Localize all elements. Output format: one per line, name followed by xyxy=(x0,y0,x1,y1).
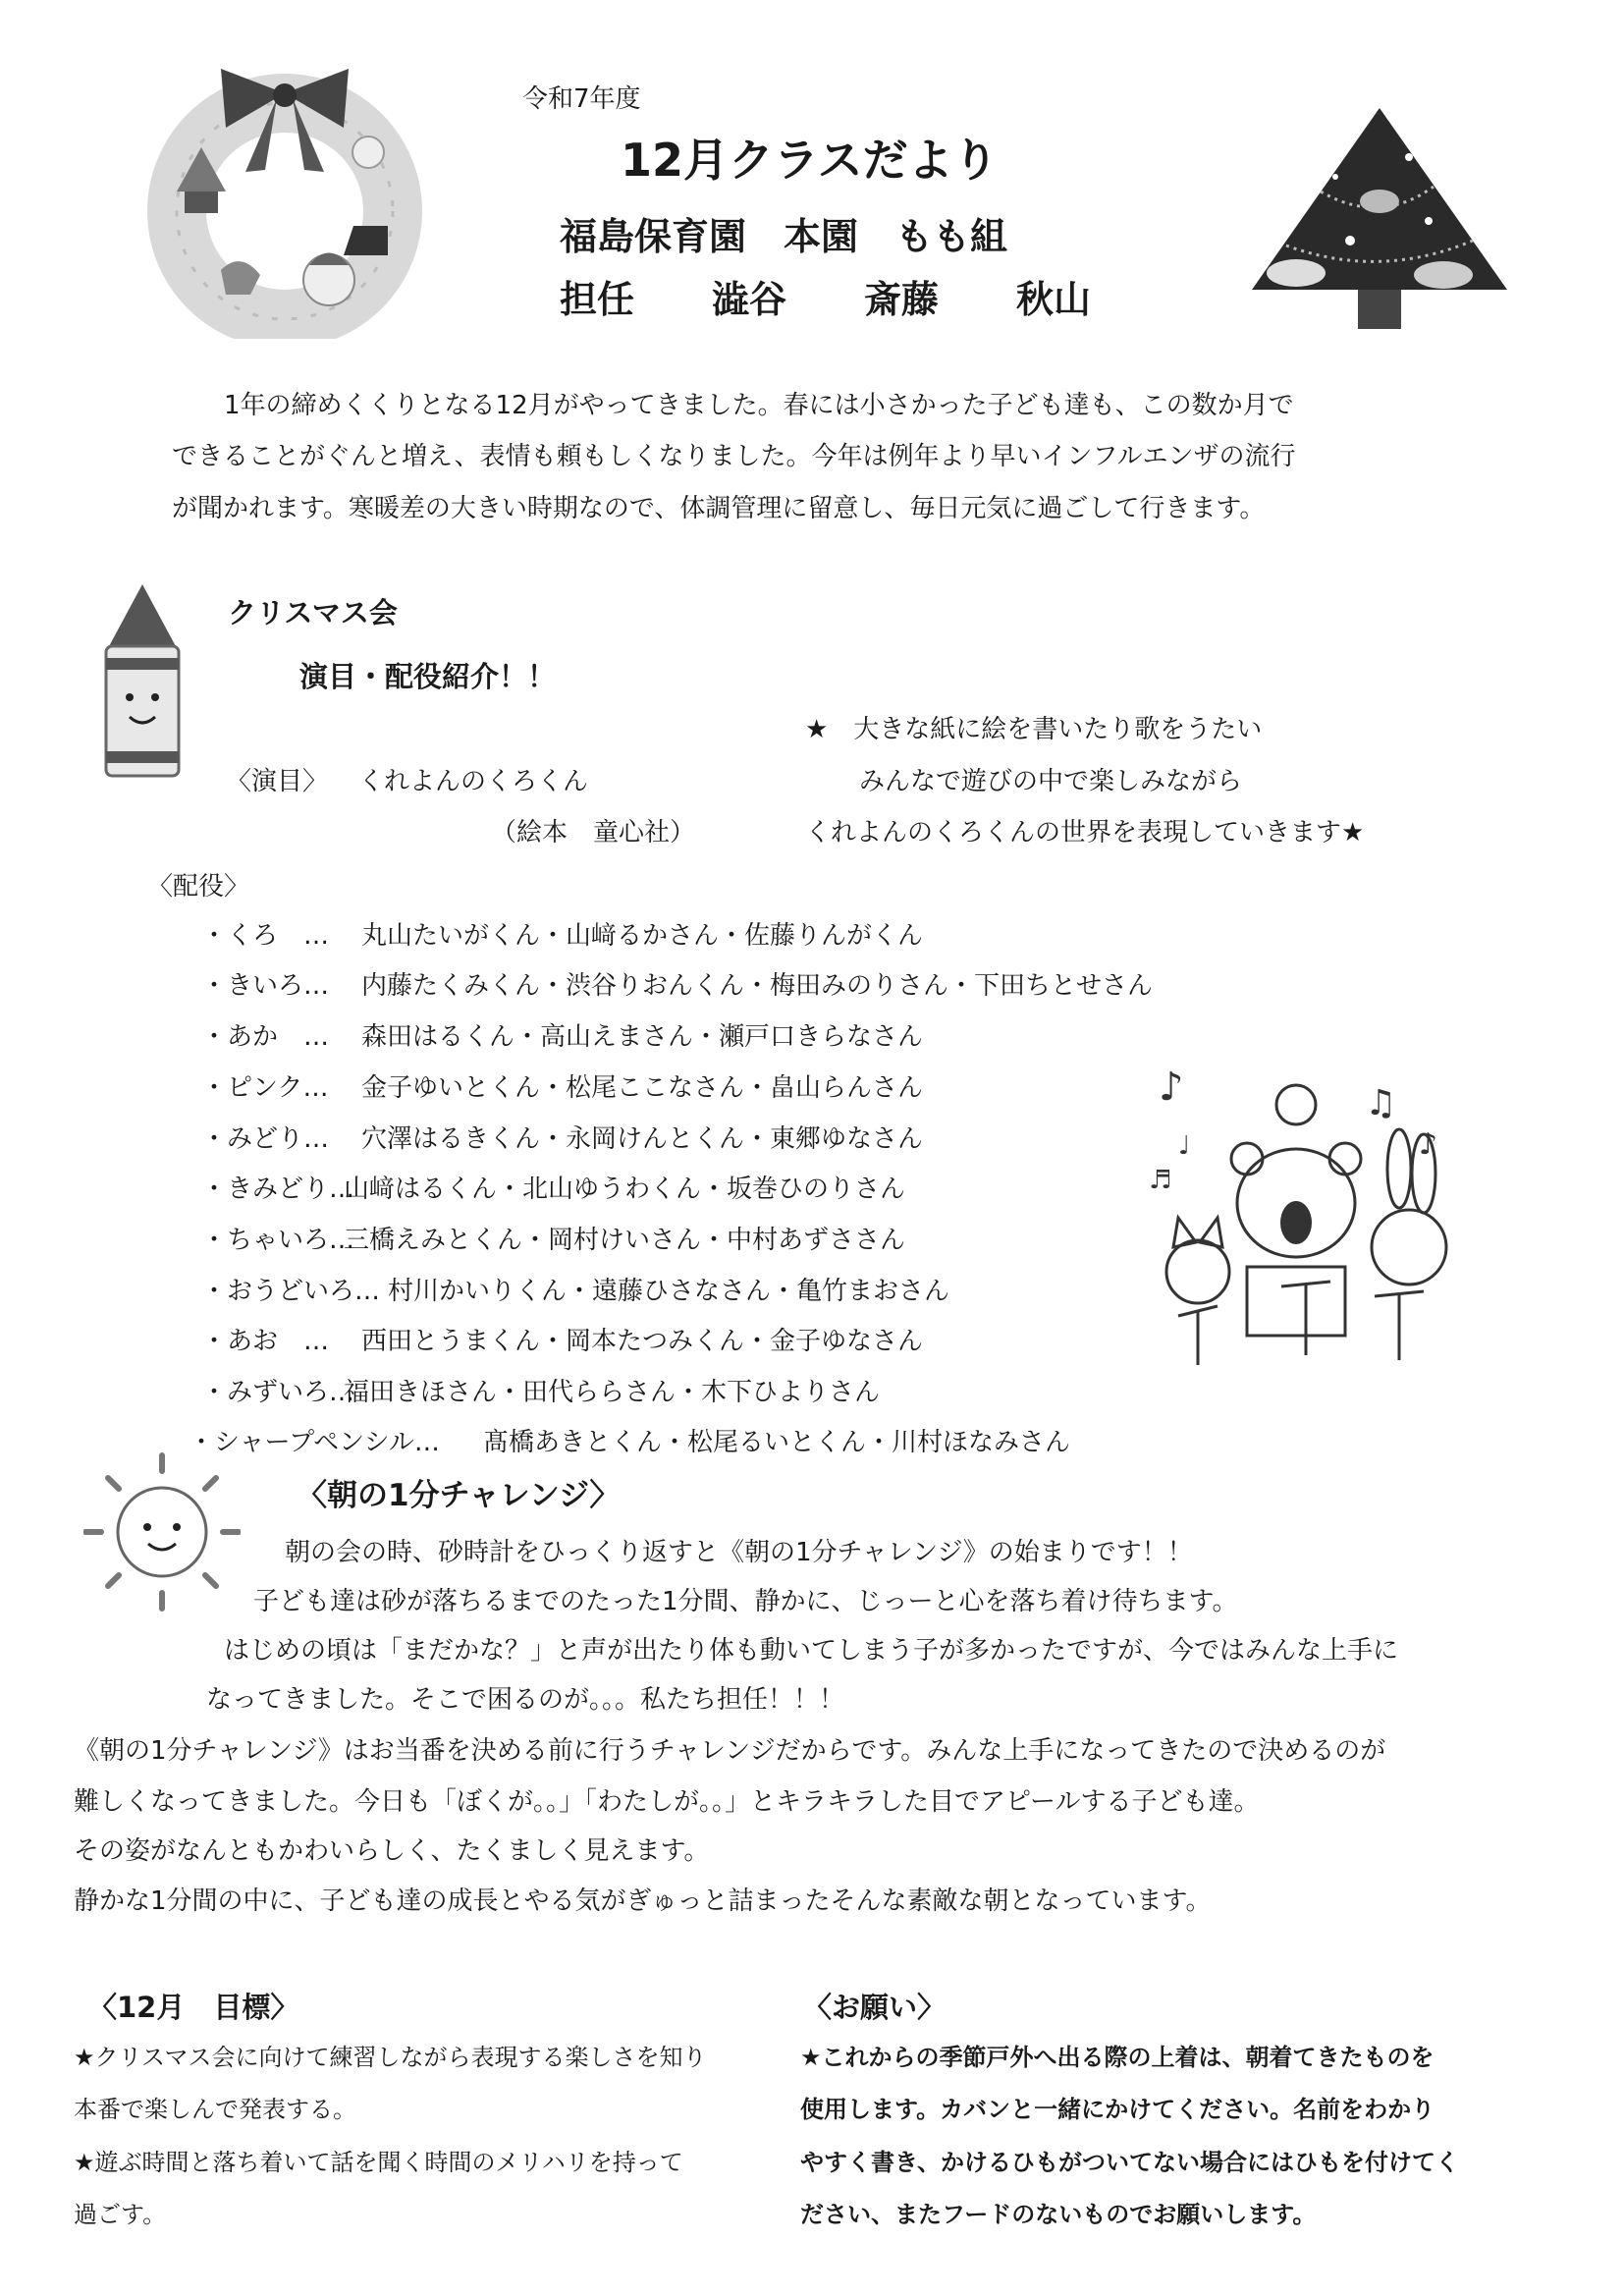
christmas-note-line: くれよんのくろくんの世界を表現していきます★ xyxy=(805,818,1365,847)
year-label: 令和7年度 xyxy=(522,84,641,114)
teachers-label: 担任 xyxy=(560,278,635,321)
cast-names: 村川かいりくん・遠藤ひさなさん・亀竹まおさん xyxy=(388,1277,950,1306)
svg-text:♫: ♫ xyxy=(1365,1083,1397,1123)
challenge-line: その姿がなんともかわいらしく、たくましく見えます。 xyxy=(74,1836,710,1866)
christmas-note-line: ★ 大きな紙に絵を書いたり歌をうたい xyxy=(805,715,1263,744)
cast-role: ・みずいろ… xyxy=(201,1378,355,1407)
cast-role: ・シャープペンシル… xyxy=(189,1428,440,1457)
cast-role: ・ピンク… xyxy=(201,1073,329,1103)
teacher-name: 澁谷 xyxy=(712,278,787,321)
goals-heading: 〈12月 目標〉 xyxy=(88,1991,299,2024)
request-line: ★これからの季節戸外へ出る際の上着は、朝着てきたものを xyxy=(800,2044,1435,2071)
intro-line: 1年の締めくくりとなる12月がやってきました。春には小さかった子ども達も、この数か月で xyxy=(224,391,1294,420)
challenge-line: なってきました。そこで困るのが。。。私たち担任！！！ xyxy=(206,1685,845,1715)
sun-illustration xyxy=(83,1434,241,1630)
cast-names: 髙橋あきとくん・松尾るいとくん・川村ほなみさん xyxy=(483,1428,1071,1457)
challenge-line: 朝の会の時、砂時計をひっくり返すと《朝の1分チャレンジ》の始まりです！！ xyxy=(285,1538,1193,1567)
svg-text:♬: ♬ xyxy=(1149,1166,1172,1195)
cast-role: ・あお … xyxy=(201,1327,330,1356)
cast-names: 内藤たくみくん・渋谷りおんくん・梅田みのりさん・下田ちとせさん xyxy=(361,971,1154,1001)
cast-names: 穴澤はるきくん・永岡けんとくん・東郷ゆなさん xyxy=(361,1124,924,1154)
request-line: 使用します。カバンと一緒にかけてください。名前をわかり xyxy=(800,2096,1435,2123)
cast-names: 西田とうまくん・岡本たつみくん・金子ゆなさん xyxy=(361,1327,924,1356)
cast-role: ・きいろ… xyxy=(201,971,330,1001)
school-name: 福島保育園 本園 もも組 xyxy=(560,215,1008,258)
christmas-tree-illustration xyxy=(1242,98,1517,344)
cast-role: ・ちゃいろ… xyxy=(201,1226,355,1255)
christmas-note-line: みんなで遊びの中で楽しみながら xyxy=(859,767,1243,796)
cast-role: ・みどり… xyxy=(201,1124,330,1154)
intro-line: できることがぐんと増え、表情も頼もしくなりました。今年は例年より早いインフルエンザの流行 xyxy=(172,442,1296,471)
goals-line: ★遊ぶ時間と落ち着いて話を聞く時間のメリハリを持って xyxy=(74,2149,683,2176)
challenge-line: はじめの頃は「まだかな？」と声が出たり体も動いてしまう子が多かったですが、今ではみんな上手に xyxy=(224,1636,1399,1666)
intro-line: が聞かれます。寒暖差の大きい時期なので、体調管理に留意し、毎日元気に過ごして行きます。 xyxy=(172,494,1266,523)
cast-role: ・あか … xyxy=(201,1022,330,1052)
challenge-line: 静かな1分間の中に、子ども達の成長とやる気がぎゅっと詰まったそんな素敵な朝となっています。 xyxy=(74,1886,1212,1916)
request-line: やすく書き、かけるひもがついてない場合にはひもを付けてく xyxy=(800,2149,1460,2176)
svg-text:♩: ♩ xyxy=(1178,1131,1191,1161)
teacher-name: 斎藤 xyxy=(864,278,940,321)
cast-names: 福田きほさん・田代ららさん・木下ひよりさん xyxy=(344,1378,881,1407)
program-source: （絵本 童心社） xyxy=(491,818,696,847)
christmas-subheading: 演目・配役紹介！！ xyxy=(299,660,557,693)
request-line: ださい、またフードのないものでお願いします。 xyxy=(800,2201,1317,2228)
cast-names: 三橋えみとくん・岡村けいさん・中村あずささん xyxy=(344,1226,906,1255)
goals-line: 本番で楽しんで発表する。 xyxy=(74,2096,356,2123)
goals-line: 過ごす。 xyxy=(74,2201,167,2228)
cast-names: 丸山たいがくん・山﨑るかさん・佐藤りんがくん xyxy=(361,921,924,951)
cast-role: ・おうどいろ… xyxy=(201,1277,381,1306)
challenge-line: 子ども達は砂が落ちるまでのたった1分間、静かに、じっーと心を落ち着け待ちます。 xyxy=(253,1587,1238,1616)
crayon-illustration xyxy=(98,579,187,781)
christmas-heading: クリスマス会 xyxy=(228,596,398,629)
program-title: くれよんのくろくん xyxy=(358,767,589,796)
challenge-line: 難しくなってきました。今日も「ぼくが。。」「わたしが。。」とキラキラした目でアピールする子ども達。 xyxy=(74,1787,1260,1817)
animal-choir-illustration xyxy=(1139,1061,1453,1375)
wreath-illustration xyxy=(128,54,442,339)
page-title: 12月クラスだより xyxy=(621,134,999,187)
svg-text:♪: ♪ xyxy=(1419,1127,1438,1162)
cast-role: ・きみどり… xyxy=(201,1175,355,1204)
cast-role: ・くろ … xyxy=(201,921,330,951)
challenge-heading: 〈朝の1分チャレンジ〉 xyxy=(297,1478,621,1513)
cast-names: 森田はるくん・高山えまさん・瀬戸口きらなさん xyxy=(361,1022,924,1052)
cast-names: 金子ゆいとくん・松尾ここなさん・畠山らんさん xyxy=(361,1073,924,1103)
teacher-name: 秋山 xyxy=(1016,278,1092,321)
svg-text:♪: ♪ xyxy=(1159,1065,1184,1110)
challenge-line: 《朝の1分チャレンジ》はお当番を決める前に行うチャレンジだからです。みんな上手になってきたので決めるのが xyxy=(74,1736,1386,1766)
request-heading: 〈お願い〉 xyxy=(803,1991,947,2024)
cast-names: 山﨑はるくん・北山ゆうわくん・坂巻ひのりさん xyxy=(344,1175,906,1204)
cast-label: 〈配役〉 xyxy=(147,872,250,902)
goals-line: ★クリスマス会に向けて練習しながら表現する楽しさを知り xyxy=(74,2044,707,2071)
program-label: 〈演目〉 xyxy=(226,767,329,796)
